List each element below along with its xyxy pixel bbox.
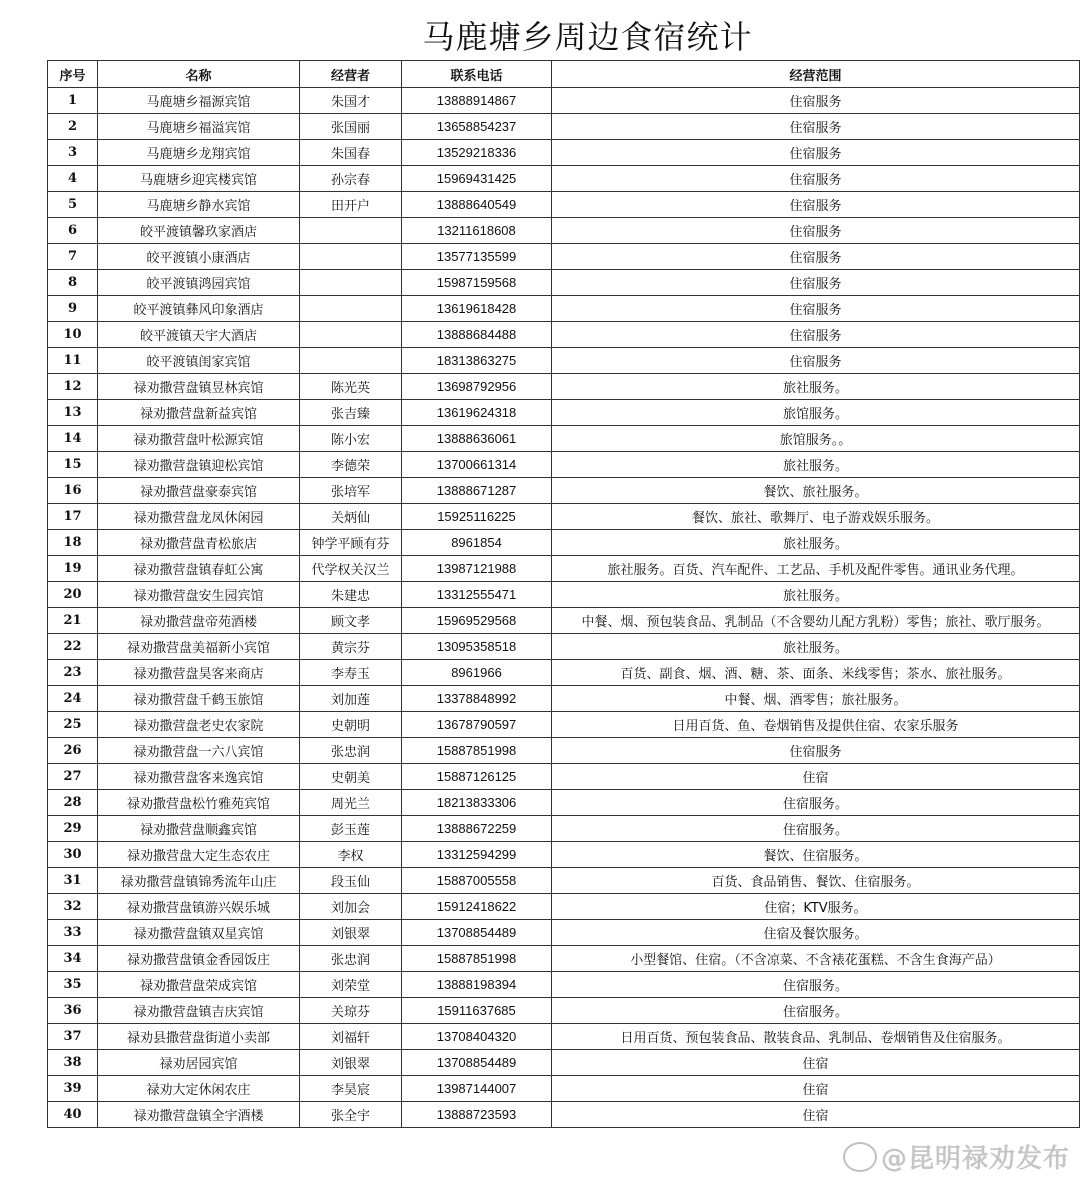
business-scope: 住宿服务 — [552, 218, 1080, 244]
table-row — [48, 712, 1080, 738]
business-scope: 住宿服务 — [552, 114, 1080, 140]
row-number: 11 — [48, 348, 98, 374]
row-number: 36 — [48, 998, 98, 1024]
table-row — [48, 660, 1080, 686]
phone-number: 13888672259 — [402, 816, 552, 842]
table-row — [48, 140, 1080, 166]
operator-name: 钟学平顾有芬 — [300, 530, 402, 556]
business-name: 禄劝撒营盘镇吉庆宾馆 — [98, 998, 300, 1024]
business-name: 禄劝撒营盘镇金香园饭庄 — [98, 946, 300, 972]
business-scope: 住宿服务 — [552, 192, 1080, 218]
operator-name: 张忠润 — [300, 946, 402, 972]
table-row — [48, 530, 1080, 556]
table-row — [48, 114, 1080, 140]
row-number: 10 — [48, 322, 98, 348]
phone-number: 15969431425 — [402, 166, 552, 192]
table-body — [48, 88, 1080, 1128]
row-number: 7 — [48, 244, 98, 270]
operator-name: 李昊宸 — [300, 1076, 402, 1102]
operator-name: 关琼芬 — [300, 998, 402, 1024]
business-scope: 住宿；KTV服务。 — [552, 894, 1080, 920]
phone-number: 13312594299 — [402, 842, 552, 868]
phone-number: 18313863275 — [402, 348, 552, 374]
table-row — [48, 608, 1080, 634]
table-row — [48, 296, 1080, 322]
table-row — [48, 972, 1080, 998]
business-name: 马鹿塘乡福溢宾馆 — [98, 114, 300, 140]
business-name: 禄劝撒营盘镇全宇酒楼 — [98, 1102, 300, 1128]
row-number: 21 — [48, 608, 98, 634]
business-scope: 旅社服务。 — [552, 374, 1080, 400]
table-row — [48, 868, 1080, 894]
phone-number: 15887851998 — [402, 738, 552, 764]
row-number: 9 — [48, 296, 98, 322]
row-number: 35 — [48, 972, 98, 998]
phone-number: 13888636061 — [402, 426, 552, 452]
lodging-table — [47, 60, 1080, 1128]
phone-number: 13888640549 — [402, 192, 552, 218]
operator-name: 陈小宏 — [300, 426, 402, 452]
table-header-row — [48, 61, 1080, 88]
business-name: 禄劝撒营盘美福新小宾馆 — [98, 634, 300, 660]
business-scope: 住宿服务 — [552, 244, 1080, 270]
table-row — [48, 1024, 1080, 1050]
business-scope: 住宿 — [552, 1102, 1080, 1128]
operator-name: 顾文孝 — [300, 608, 402, 634]
operator-name: 张全宇 — [300, 1102, 402, 1128]
operator-name: 周光兰 — [300, 790, 402, 816]
business-name: 禄劝撒营盘镇迎松宾馆 — [98, 452, 300, 478]
business-name: 禄劝撒营盘青松旅店 — [98, 530, 300, 556]
header-phone: 联系电话 — [402, 61, 552, 88]
table-row — [48, 426, 1080, 452]
business-name: 禄劝撒营盘一六八宾馆 — [98, 738, 300, 764]
row-number: 2 — [48, 114, 98, 140]
phone-number: 13987144007 — [402, 1076, 552, 1102]
phone-number: 13888671287 — [402, 478, 552, 504]
business-name: 禄劝大定休闲农庄 — [98, 1076, 300, 1102]
phone-number: 13698792956 — [402, 374, 552, 400]
phone-number: 15925116225 — [402, 504, 552, 530]
business-scope: 旅社服务。 — [552, 582, 1080, 608]
phone-number: 13658854237 — [402, 114, 552, 140]
business-name: 禄劝撒营盘龙凤休闲园 — [98, 504, 300, 530]
business-name: 禄劝撒营盘安生园宾馆 — [98, 582, 300, 608]
business-scope: 住宿服务 — [552, 296, 1080, 322]
business-name: 禄劝撒营盘镇春虹公寓 — [98, 556, 300, 582]
table-row — [48, 686, 1080, 712]
table-row — [48, 218, 1080, 244]
table-row — [48, 348, 1080, 374]
row-number: 14 — [48, 426, 98, 452]
business-name: 马鹿塘乡龙翔宾馆 — [98, 140, 300, 166]
operator-name — [300, 322, 402, 348]
table-row — [48, 1076, 1080, 1102]
table-row — [48, 790, 1080, 816]
row-number: 17 — [48, 504, 98, 530]
row-number: 40 — [48, 1102, 98, 1128]
row-number: 39 — [48, 1076, 98, 1102]
business-scope: 日用百货、预包装食品、散装食品、乳制品、卷烟销售及住宿服务。 — [552, 1024, 1080, 1050]
operator-name — [300, 348, 402, 374]
operator-name — [300, 270, 402, 296]
business-scope: 旅社服务。 — [552, 452, 1080, 478]
operator-name: 陈光英 — [300, 374, 402, 400]
business-scope: 旅馆服务。。 — [552, 426, 1080, 452]
table-row — [48, 634, 1080, 660]
phone-number: 13529218336 — [402, 140, 552, 166]
header-no: 序号 — [48, 61, 98, 88]
table-row — [48, 244, 1080, 270]
row-number: 23 — [48, 660, 98, 686]
header-scope: 经营范围 — [552, 61, 1080, 88]
business-scope: 住宿服务。 — [552, 972, 1080, 998]
watermark-text: @昆明禄劝发布 — [880, 1144, 1070, 1174]
business-scope: 住宿服务 — [552, 348, 1080, 374]
business-scope: 住宿服务 — [552, 140, 1080, 166]
business-scope: 百货、食品销售、餐饮、住宿服务。 — [552, 868, 1080, 894]
table-row — [48, 816, 1080, 842]
table-row — [48, 400, 1080, 426]
row-number: 38 — [48, 1050, 98, 1076]
row-number: 18 — [48, 530, 98, 556]
operator-name — [300, 218, 402, 244]
row-number: 31 — [48, 868, 98, 894]
business-name: 皎平渡镇彝风印象酒店 — [98, 296, 300, 322]
business-name: 皎平渡镇馨玖家酒店 — [98, 218, 300, 244]
business-name: 禄劝撒营盘松竹雅苑宾馆 — [98, 790, 300, 816]
operator-name: 朱国才 — [300, 88, 402, 114]
row-number: 30 — [48, 842, 98, 868]
business-scope: 住宿服务。 — [552, 790, 1080, 816]
row-number: 4 — [48, 166, 98, 192]
table-row — [48, 322, 1080, 348]
business-name: 马鹿塘乡静水宾馆 — [98, 192, 300, 218]
operator-name: 彭玉莲 — [300, 816, 402, 842]
phone-number: 13708854489 — [402, 1050, 552, 1076]
business-name: 禄劝撒营盘镇双星宾馆 — [98, 920, 300, 946]
table-row — [48, 556, 1080, 582]
row-number: 13 — [48, 400, 98, 426]
operator-name: 代学权关汉兰 — [300, 556, 402, 582]
table-row — [48, 946, 1080, 972]
business-name: 禄劝撒营盘千鹤玉旅馆 — [98, 686, 300, 712]
business-name: 禄劝居园宾馆 — [98, 1050, 300, 1076]
table-row — [48, 192, 1080, 218]
business-name: 禄劝撒营盘镇锦秀流年山庄 — [98, 868, 300, 894]
business-name: 皎平渡镇小康酒店 — [98, 244, 300, 270]
phone-number: 13708404320 — [402, 1024, 552, 1050]
phone-number: 15911637685 — [402, 998, 552, 1024]
business-scope: 住宿服务 — [552, 88, 1080, 114]
phone-number: 13700661314 — [402, 452, 552, 478]
table-row — [48, 582, 1080, 608]
business-scope: 旅馆服务。 — [552, 400, 1080, 426]
business-scope: 住宿服务 — [552, 166, 1080, 192]
business-name: 禄劝撒营盘昊客来商店 — [98, 660, 300, 686]
table-row — [48, 764, 1080, 790]
table-row — [48, 1050, 1080, 1076]
table-row — [48, 166, 1080, 192]
phone-number: 15969529568 — [402, 608, 552, 634]
table-row — [48, 478, 1080, 504]
operator-name: 刘加莲 — [300, 686, 402, 712]
business-scope: 住宿服务 — [552, 322, 1080, 348]
business-name: 禄劝撒营盘顺鑫宾馆 — [98, 816, 300, 842]
business-name: 禄劝县撒营盘街道小卖部 — [98, 1024, 300, 1050]
business-name: 马鹿塘乡福源宾馆 — [98, 88, 300, 114]
business-scope: 住宿 — [552, 764, 1080, 790]
row-number: 32 — [48, 894, 98, 920]
business-scope: 旅社服务。 — [552, 530, 1080, 556]
operator-name: 李权 — [300, 842, 402, 868]
operator-name: 段玉仙 — [300, 868, 402, 894]
business-scope: 住宿 — [552, 1050, 1080, 1076]
header-operator: 经营者 — [300, 61, 402, 88]
operator-name: 刘银翠 — [300, 920, 402, 946]
table-row — [48, 998, 1080, 1024]
row-number: 26 — [48, 738, 98, 764]
phone-number: 13888684488 — [402, 322, 552, 348]
business-scope: 住宿服务 — [552, 270, 1080, 296]
operator-name: 刘银翠 — [300, 1050, 402, 1076]
phone-number: 15887005558 — [402, 868, 552, 894]
business-name: 禄劝撒营盘客来逸宾馆 — [98, 764, 300, 790]
row-number: 5 — [48, 192, 98, 218]
row-number: 6 — [48, 218, 98, 244]
document-title: 马鹿塘乡周边食宿统计 — [422, 18, 753, 56]
operator-name: 朱国春 — [300, 140, 402, 166]
table-row — [48, 738, 1080, 764]
business-scope: 餐饮、旅社服务。 — [552, 478, 1080, 504]
row-number: 34 — [48, 946, 98, 972]
business-name: 禄劝撒营盘镇游兴娱乐城 — [98, 894, 300, 920]
row-number: 1 — [48, 88, 98, 114]
phone-number: 13987121988 — [402, 556, 552, 582]
operator-name: 李德荣 — [300, 452, 402, 478]
row-number: 37 — [48, 1024, 98, 1050]
business-name: 皎平渡镇闺家宾馆 — [98, 348, 300, 374]
phone-number: 13888914867 — [402, 88, 552, 114]
operator-name: 张国丽 — [300, 114, 402, 140]
operator-name: 田开户 — [300, 192, 402, 218]
phone-number: 18213833306 — [402, 790, 552, 816]
business-scope: 旅社服务。百货、汽车配件、工艺品、手机及配件零售。通讯业务代理。 — [552, 556, 1080, 582]
table-row — [48, 374, 1080, 400]
operator-name — [300, 296, 402, 322]
phone-number: 15887851998 — [402, 946, 552, 972]
business-name: 皎平渡镇天宇大酒店 — [98, 322, 300, 348]
phone-number: 13378848992 — [402, 686, 552, 712]
weibo-logo-icon — [843, 1142, 877, 1172]
business-scope: 中餐、烟、预包装食品、乳制品（不含婴幼儿配方乳粉）零售；旅社、歌厅服务。 — [552, 608, 1080, 634]
operator-name: 关炳仙 — [300, 504, 402, 530]
phone-number: 13619624318 — [402, 400, 552, 426]
row-number: 24 — [48, 686, 98, 712]
business-name: 禄劝撒营盘叶松源宾馆 — [98, 426, 300, 452]
table-row — [48, 452, 1080, 478]
operator-name: 李寿玉 — [300, 660, 402, 686]
row-number: 20 — [48, 582, 98, 608]
business-name: 禄劝撒营盘豪泰宾馆 — [98, 478, 300, 504]
table-row — [48, 842, 1080, 868]
row-number: 12 — [48, 374, 98, 400]
phone-number: 15887126125 — [402, 764, 552, 790]
phone-number: 13619618428 — [402, 296, 552, 322]
business-name: 马鹿塘乡迎宾楼宾馆 — [98, 166, 300, 192]
business-scope: 中餐、烟、酒零售；旅社服务。 — [552, 686, 1080, 712]
phone-number: 13312555471 — [402, 582, 552, 608]
phone-number: 13708854489 — [402, 920, 552, 946]
table-row — [48, 270, 1080, 296]
row-number: 25 — [48, 712, 98, 738]
phone-number: 13888723593 — [402, 1102, 552, 1128]
operator-name: 张培军 — [300, 478, 402, 504]
phone-number: 13095358518 — [402, 634, 552, 660]
business-name: 禄劝撒营盘帝苑酒楼 — [98, 608, 300, 634]
operator-name: 刘荣堂 — [300, 972, 402, 998]
row-number: 22 — [48, 634, 98, 660]
business-scope: 住宿服务 — [552, 738, 1080, 764]
business-scope: 住宿服务。 — [552, 816, 1080, 842]
table-row — [48, 1102, 1080, 1128]
watermark — [843, 1138, 1070, 1175]
table-row — [48, 894, 1080, 920]
phone-number: 15987159568 — [402, 270, 552, 296]
operator-name: 史朝明 — [300, 712, 402, 738]
business-scope: 住宿 — [552, 1076, 1080, 1102]
business-scope: 住宿及餐饮服务。 — [552, 920, 1080, 946]
row-number: 27 — [48, 764, 98, 790]
table-row — [48, 88, 1080, 114]
business-name: 皎平渡镇鸿园宾馆 — [98, 270, 300, 296]
business-scope: 小型餐馆、住宿。（不含凉菜、不含裱花蛋糕、不含生食海产品） — [552, 946, 1080, 972]
phone-number: 8961966 — [402, 660, 552, 686]
business-scope: 百货、副食、烟、酒、糖、茶、面条、米线零售；茶水、旅社服务。 — [552, 660, 1080, 686]
operator-name: 史朝美 — [300, 764, 402, 790]
operator-name: 张吉臻 — [300, 400, 402, 426]
header-name: 名称 — [98, 61, 300, 88]
operator-name: 刘加会 — [300, 894, 402, 920]
row-number: 29 — [48, 816, 98, 842]
business-scope: 日用百货、鱼、卷烟销售及提供住宿、农家乐服务 — [552, 712, 1080, 738]
row-number: 3 — [48, 140, 98, 166]
operator-name: 张忠润 — [300, 738, 402, 764]
phone-number: 15912418622 — [402, 894, 552, 920]
row-number: 8 — [48, 270, 98, 296]
table-row — [48, 504, 1080, 530]
phone-number: 13678790597 — [402, 712, 552, 738]
business-name: 禄劝撒营盘荣成宾馆 — [98, 972, 300, 998]
row-number: 33 — [48, 920, 98, 946]
business-name: 禄劝撒营盘镇昱林宾馆 — [98, 374, 300, 400]
row-number: 28 — [48, 790, 98, 816]
operator-name: 孙宗春 — [300, 166, 402, 192]
business-name: 禄劝撒营盘老史农家院 — [98, 712, 300, 738]
phone-number: 13577135599 — [402, 244, 552, 270]
operator-name — [300, 244, 402, 270]
operator-name: 刘福轩 — [300, 1024, 402, 1050]
operator-name: 黄宗芬 — [300, 634, 402, 660]
operator-name: 朱建忠 — [300, 582, 402, 608]
business-name: 禄劝撒营盘大定生态农庄 — [98, 842, 300, 868]
business-scope: 餐饮、住宿服务。 — [552, 842, 1080, 868]
phone-number: 13888198394 — [402, 972, 552, 998]
business-scope: 餐饮、旅社、歌舞厅、电子游戏娱乐服务。 — [552, 504, 1080, 530]
phone-number: 8961854 — [402, 530, 552, 556]
business-name: 禄劝撒营盘新益宾馆 — [98, 400, 300, 426]
row-number: 19 — [48, 556, 98, 582]
business-scope: 旅社服务。 — [552, 634, 1080, 660]
row-number: 16 — [48, 478, 98, 504]
business-scope: 住宿服务。 — [552, 998, 1080, 1024]
phone-number: 13211618608 — [402, 218, 552, 244]
table-row — [48, 920, 1080, 946]
row-number: 15 — [48, 452, 98, 478]
